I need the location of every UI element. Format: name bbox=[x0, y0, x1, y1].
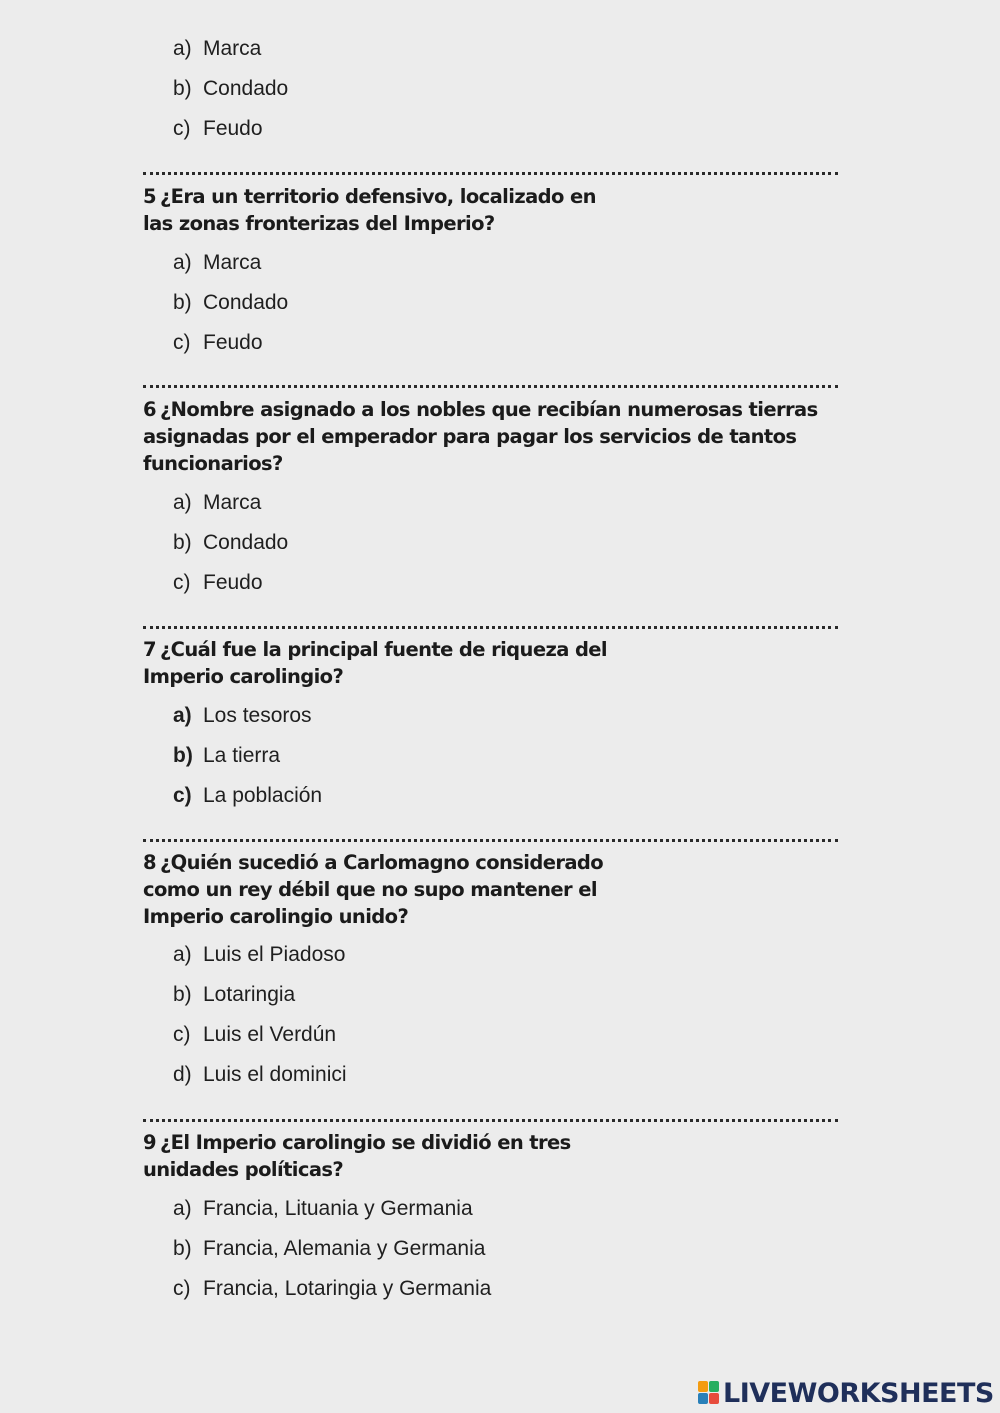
option-letter: b) bbox=[173, 531, 192, 554]
option-letter: c) bbox=[173, 784, 192, 807]
options-q4 bbox=[173, 29, 288, 149]
option-d[interactable] bbox=[173, 1055, 347, 1095]
option-letter: d) bbox=[173, 1063, 192, 1086]
question-line: 6 ¿Nombre asignado a los nobles que recibían numerosas tierras bbox=[143, 398, 818, 421]
question-line: 7 ¿Cuál fue la principal fuente de riqueza del bbox=[143, 638, 608, 661]
option-letter: c) bbox=[173, 117, 191, 140]
question-line: unidades políticas? bbox=[143, 1158, 344, 1181]
option-c[interactable] bbox=[173, 1015, 347, 1055]
dotted-separator bbox=[143, 385, 838, 388]
option-letter: a) bbox=[173, 704, 192, 727]
option-letter: a) bbox=[173, 37, 192, 60]
question-number: 6 bbox=[143, 398, 156, 421]
dotted-separator bbox=[143, 1119, 838, 1122]
option-letter: b) bbox=[173, 983, 192, 1006]
option-letter: c) bbox=[173, 571, 191, 594]
option-text: Francia, Alemania y Germania bbox=[203, 1237, 486, 1260]
option-b[interactable] bbox=[173, 1229, 491, 1269]
option-letter: b) bbox=[173, 744, 193, 767]
option-letter: c) bbox=[173, 1277, 191, 1300]
option-text: Francia, Lituania y Germania bbox=[203, 1197, 473, 1220]
options-q7 bbox=[173, 696, 322, 816]
option-c[interactable] bbox=[173, 776, 322, 816]
option-letter: b) bbox=[173, 77, 192, 100]
option-a[interactable] bbox=[173, 1189, 491, 1229]
liveworksheets-logo[interactable] bbox=[698, 1378, 994, 1408]
option-text: Condado bbox=[203, 291, 289, 314]
option-letter: c) bbox=[173, 331, 191, 354]
option-a[interactable] bbox=[173, 696, 322, 736]
option-letter: a) bbox=[173, 251, 192, 274]
question-line: 5 ¿Era un territorio defensivo, localizado en bbox=[143, 185, 596, 208]
question-number: 9 bbox=[143, 1131, 156, 1154]
option-b[interactable] bbox=[173, 69, 288, 109]
question-number: 8 bbox=[143, 851, 156, 874]
option-letter: c) bbox=[173, 1023, 191, 1046]
option-text: Marca bbox=[203, 37, 262, 60]
option-text: Luis el Piadoso bbox=[203, 943, 346, 966]
question-line: Imperio carolingio? bbox=[143, 665, 344, 688]
option-a[interactable] bbox=[173, 29, 288, 69]
option-text: Feudo bbox=[203, 117, 263, 140]
option-text: Marca bbox=[203, 251, 262, 274]
option-text: Luis el dominici bbox=[203, 1063, 347, 1086]
option-letter: a) bbox=[173, 491, 192, 514]
question-9-text bbox=[143, 1129, 571, 1183]
option-b[interactable] bbox=[173, 283, 288, 323]
option-a[interactable] bbox=[173, 243, 288, 283]
options-q5 bbox=[173, 243, 288, 363]
question-line: 8 ¿Quién sucedió a Carlomagno considerado bbox=[143, 851, 604, 874]
option-letter: b) bbox=[173, 291, 192, 314]
option-c[interactable] bbox=[173, 109, 288, 149]
question-number: 5 bbox=[143, 185, 156, 208]
question-line: las zonas fronterizas del Imperio? bbox=[143, 212, 495, 235]
option-a[interactable] bbox=[173, 483, 288, 523]
option-text: Los tesoros bbox=[203, 704, 312, 727]
options-q9 bbox=[173, 1189, 491, 1309]
option-text: La tierra bbox=[203, 744, 281, 767]
question-line: asignadas por el emperador para pagar los servicios de tantos bbox=[143, 425, 797, 448]
option-b[interactable] bbox=[173, 736, 322, 776]
option-text: Condado bbox=[203, 77, 289, 100]
option-b[interactable] bbox=[173, 523, 288, 563]
question-line: funcionarios? bbox=[143, 452, 283, 475]
dotted-separator bbox=[143, 172, 838, 175]
option-letter: b) bbox=[173, 1237, 192, 1260]
option-text: Lotaringia bbox=[203, 983, 296, 1006]
question-line: Imperio carolingio unido? bbox=[143, 905, 409, 928]
question-6-text bbox=[143, 396, 818, 477]
dotted-separator bbox=[143, 626, 838, 629]
option-b[interactable] bbox=[173, 975, 347, 1015]
option-text: Feudo bbox=[203, 571, 263, 594]
option-letter: a) bbox=[173, 1197, 192, 1220]
option-text: La población bbox=[203, 784, 323, 807]
options-q6 bbox=[173, 483, 288, 603]
option-c[interactable] bbox=[173, 1269, 491, 1309]
option-text: Marca bbox=[203, 491, 262, 514]
option-text: Francia, Lotaringia y Germania bbox=[203, 1277, 492, 1300]
question-7-text bbox=[143, 636, 607, 690]
option-text: Luis el Verdún bbox=[203, 1023, 337, 1046]
option-a[interactable] bbox=[173, 935, 347, 975]
dotted-separator bbox=[143, 839, 838, 842]
question-line: como un rey débil que no supo mantener el bbox=[143, 878, 597, 901]
logo-text: LIVEWORKSHEETS bbox=[723, 1377, 994, 1409]
question-line: 9 ¿El Imperio carolingio se dividió en tres bbox=[143, 1131, 571, 1154]
question-5-text bbox=[143, 183, 596, 237]
question-8-text bbox=[143, 849, 603, 930]
option-c[interactable] bbox=[173, 323, 288, 363]
liveworksheets-logo-icon bbox=[698, 1381, 720, 1405]
options-q8 bbox=[173, 935, 347, 1095]
option-c[interactable] bbox=[173, 563, 288, 603]
option-letter: a) bbox=[173, 943, 192, 966]
option-text: Feudo bbox=[203, 331, 263, 354]
question-number: 7 bbox=[143, 638, 156, 661]
option-text: Condado bbox=[203, 531, 289, 554]
